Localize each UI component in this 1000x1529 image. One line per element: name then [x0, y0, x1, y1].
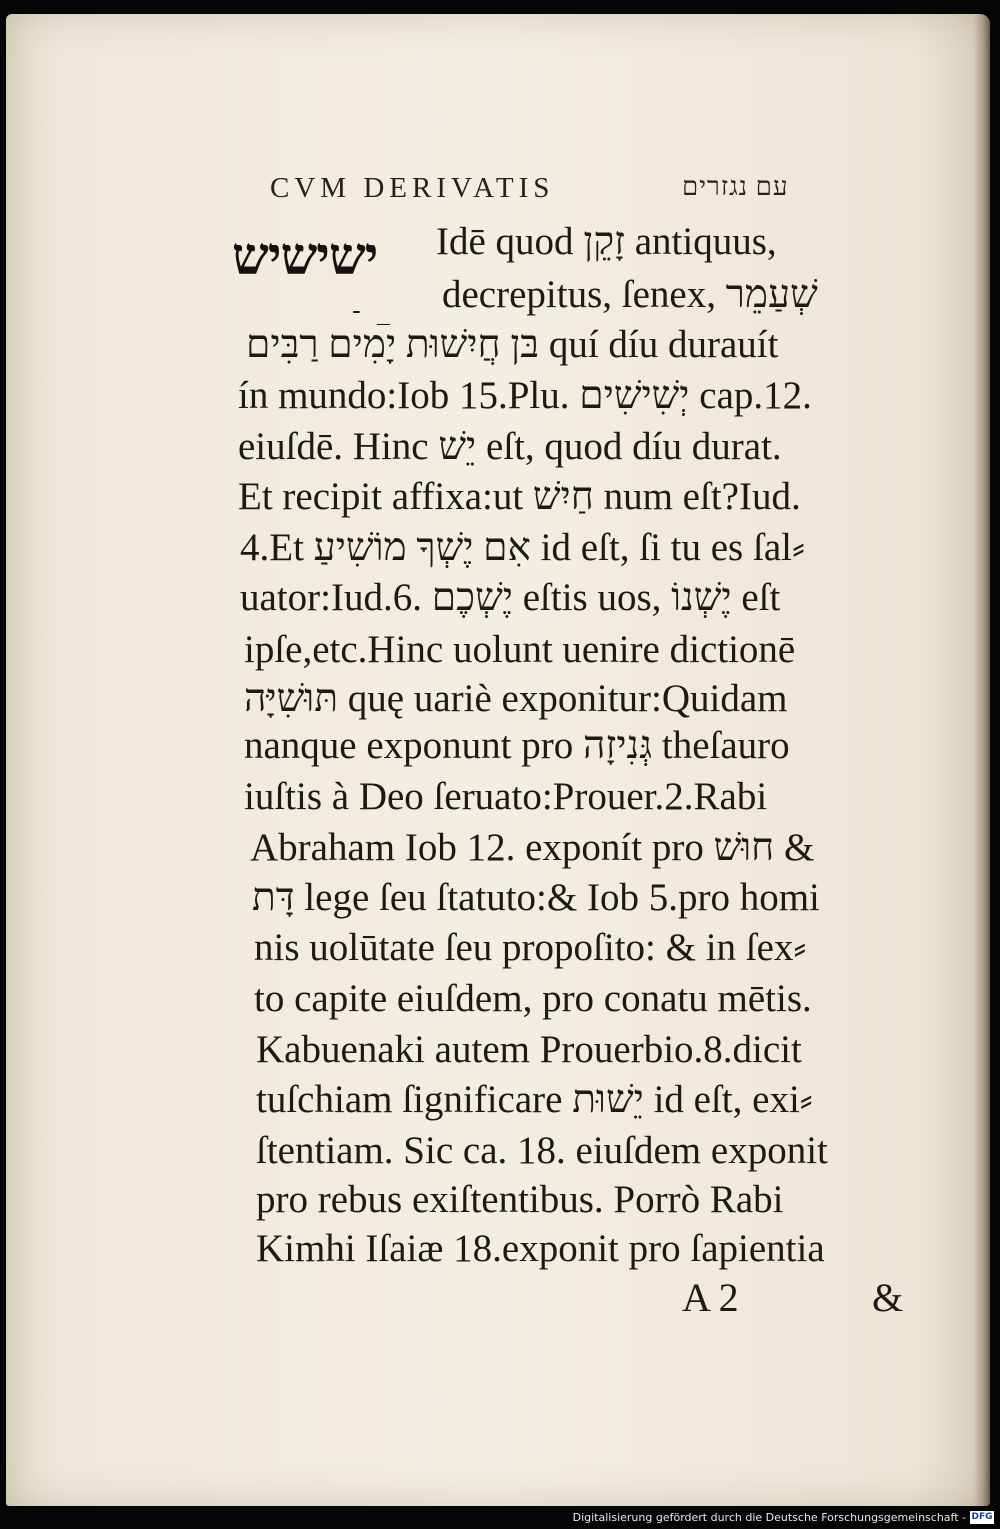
text-line: nis uolūtate ſeu propoſito: & in ſex⸗	[254, 926, 807, 969]
text-line: ſtentiam. Sic ca. 18. eiuſdem exponit	[256, 1129, 828, 1172]
text-line: Kabuenaki autem Prouerbio.8.dicit	[256, 1028, 802, 1071]
text-line: tuſchiam ſignificare יֵשׁוּת id eſt, exi⸗	[256, 1078, 813, 1121]
text-line: iuſtis à Deo ſeruato:Prouer.2.Rabi	[244, 775, 768, 818]
funding-credit: Digitalisierung gefördert durch die Deutsche Forschungsgemeinschaft -	[572, 1511, 966, 1524]
text-line: Et recipit affixa:ut חַיִשׁ num eſt?Iud.	[238, 475, 801, 518]
entry-headword-mark: - _	[352, 296, 395, 326]
text-line: to capite eiuſdem, pro conatu mētis.	[254, 977, 812, 1020]
entry-headword: ישישיש	[232, 226, 378, 287]
dfg-logo: DFG	[971, 1512, 993, 1522]
running-head-latin: CVM DERIVATIS	[270, 172, 555, 204]
text-line: 4.Et אִם יֶשְׁךָ מוֹשִׁיעַ id eſt, ſi tu es ſal⸗	[240, 526, 805, 569]
running-head-hebrew: עם נגזרים	[682, 172, 789, 201]
page-edge-shadow	[974, 14, 990, 1506]
signature-mark: A 2	[682, 1275, 739, 1320]
running-head	[270, 172, 870, 205]
text-line: דָּת lege ſeu ſtatuto:& Iob 5.pro homi	[252, 876, 820, 919]
text-line: תּוּשִׁיָּה quę uariè exponitur:Quidam	[244, 677, 788, 720]
text-line: decrepitus, ſenex, שְׁעַמֵר	[442, 273, 818, 316]
text-line: Kimhi Iſaiæ 18.exponit pro ſapientia	[256, 1227, 825, 1270]
text-line: uator:Iud.6. יֶשְׁכֶם eſtis uos, יֶשְׁנוֹ eſt	[240, 576, 781, 619]
text-line: ín mundo:Iob 15.Plu. יְשִׁישִׁים cap.12.	[238, 374, 812, 417]
text-line: ipſe,etc.Hinc uolunt uenire dictionē	[244, 628, 796, 671]
text-line: Abraham Iob 12. exponít pro חוּשׁ &	[250, 826, 815, 869]
catchword: &	[872, 1275, 904, 1320]
text-line: nanque exponunt pro גְּנִיזָה theſauro	[244, 724, 790, 767]
text-line: eiuſdē. Hinc יֵשׁ eſt, quod díu durat.	[238, 425, 782, 468]
text-line: pro rebus exiſtentibus. Porrò Rabi	[256, 1178, 784, 1221]
text-line: בּן חֲיִשׁוּת יָמִים רַבִּים quí díu durauít	[246, 323, 779, 366]
text-line: Idē quod זָקֵן antiquus,	[436, 220, 777, 263]
